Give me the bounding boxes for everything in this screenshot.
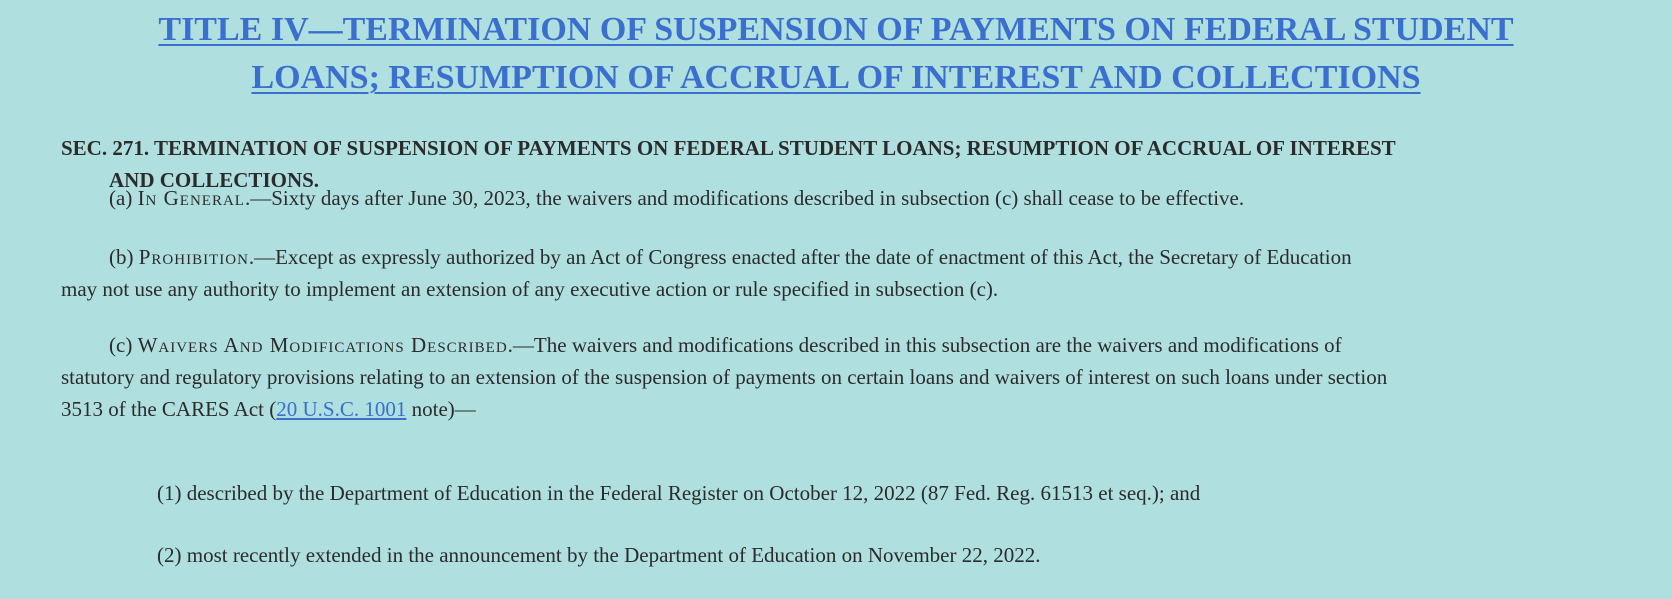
- paragraph-c-text-line2: statutory and regulatory provisions relating to an extension of the suspension of payments on certain loans and waivers of interest on such loans under section: [61, 365, 1388, 389]
- citation-link[interactable]: 20 U.S.C. 1001: [276, 397, 407, 421]
- paragraph-a: [61, 182, 1621, 214]
- list-item-2: (2) most recently extended in the announcement by the Department of Education on November 22, 2022.: [157, 543, 1041, 567]
- paragraph-c-text-line3-post: note)—: [406, 397, 476, 421]
- paragraph-c: [61, 329, 1621, 425]
- title-link-line2[interactable]: LOANS; RESUMPTION OF ACCRUAL OF INTEREST AND COLLECTIONS: [251, 59, 1421, 96]
- paragraph-a-label: (a): [109, 186, 133, 210]
- paragraph-b-text-line2: may not use any authority to implement an extension of any executive action or rule specified in subsection (c).: [61, 277, 999, 301]
- paragraph-c-text-line1: .—The waivers and modifications described in this subsection are the waivers and modifications of: [507, 333, 1342, 357]
- paragraph-a-text: .—Sixty days after June 30, 2023, the waivers and modifications described in subsection (c) shall cease to be effective.: [244, 186, 1245, 210]
- paragraph-c-text-line3-pre: 3513 of the CARES Act (: [61, 397, 277, 421]
- section-heading-line1: SEC. 271. TERMINATION OF SUSPENSION OF PAYMENTS ON FEDERAL STUDENT LOANS; RESUMPTION OF ACCRUAL OF INTEREST: [61, 136, 1396, 160]
- paragraph-a-heading: In General: [137, 186, 245, 210]
- paragraph-b: [61, 241, 1621, 305]
- title-link-line1[interactable]: TITLE IV—TERMINATION OF SUSPENSION OF PAYMENTS ON FEDERAL STUDENT: [158, 11, 1514, 48]
- paragraph-b-heading: Prohibition: [138, 245, 249, 269]
- section-heading-line2: AND COLLECTIONS.: [109, 168, 320, 192]
- paragraph-b-label: (b): [109, 245, 134, 269]
- title-block: [0, 6, 1672, 102]
- paragraph-b-text-line1: .—Except as expressly authorized by an Act of Congress enacted after the date of enactment of this Act, the Secretary of Education: [248, 245, 1352, 269]
- list-item-1: (1) described by the Department of Education in the Federal Register on October 12, 2022 (87 Fed. Reg. 61513 et seq.); and: [157, 481, 1201, 505]
- paragraph-c-label: (c): [109, 333, 133, 357]
- paragraph-c-heading: Waivers And Modifications Described: [137, 333, 508, 357]
